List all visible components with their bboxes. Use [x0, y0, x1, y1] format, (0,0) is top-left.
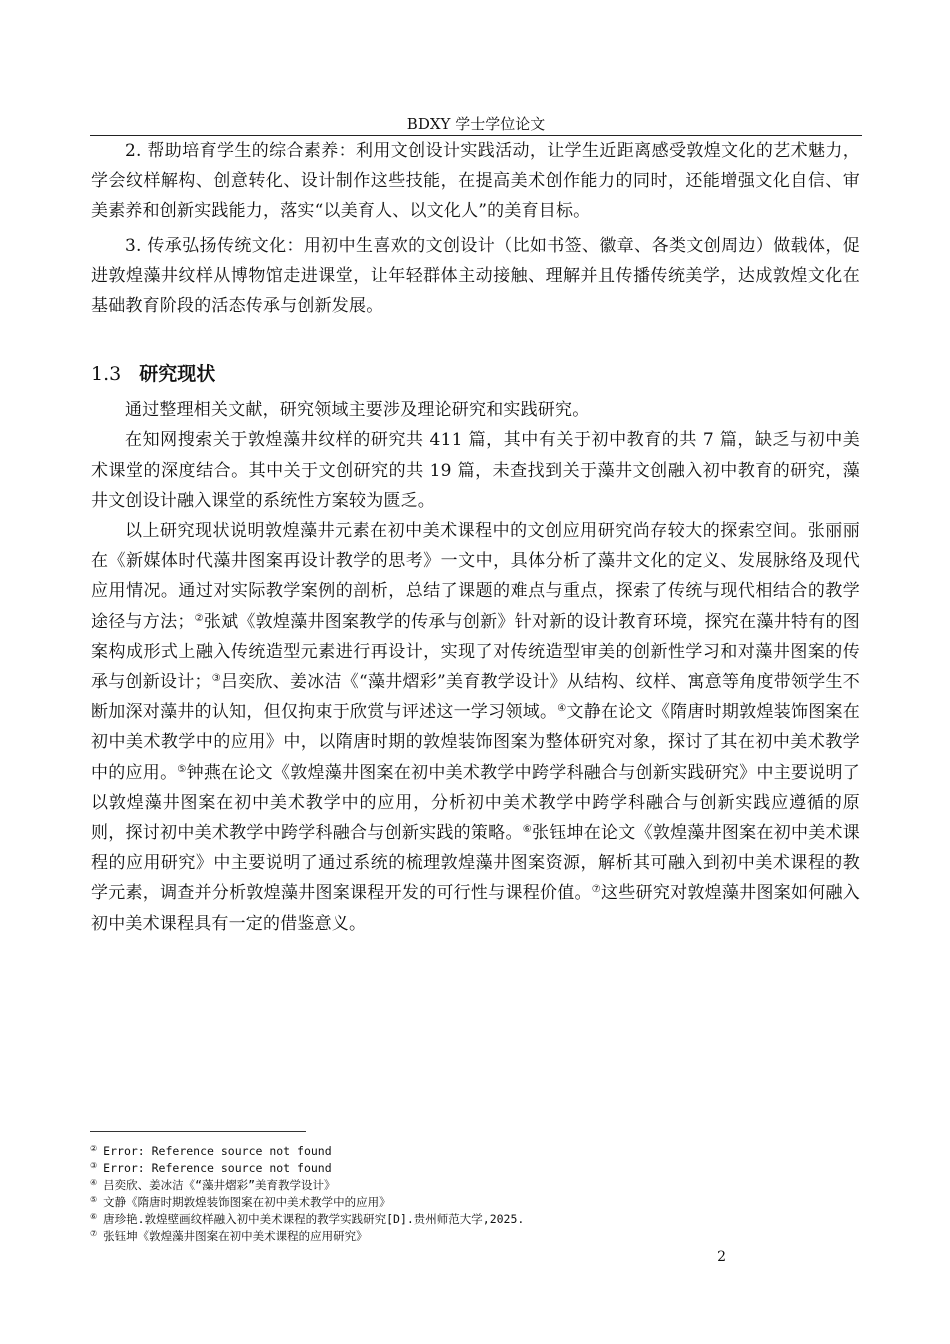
page-number: 2	[717, 1249, 726, 1265]
review-sentence-4: 文静在论文《隋唐时期敦煌装饰图案在初中美术教学中的应用》中，以隋唐时期的敦煌装饰图案为整体研究对象，探讨了其在初中美术教学中的应用。	[91, 702, 860, 783]
footnote-mark: ②	[90, 1144, 98, 1153]
running-header: BDXY 学士学位论文	[406, 115, 546, 133]
footnote-6	[90, 1211, 870, 1228]
footnote-text: Error: Reference source not found	[103, 1144, 332, 1158]
paragraph-goal-3: 3. 传承弘扬传统文化：用初中生喜欢的文创设计（比如书签、徽章、各类文创周边）做载体，促进敦煌藻井纹样从博物馆走进课堂，让年轻群体主动接触、理解并且传播传统美学，达成敦煌文化在基础教育阶段的活态传承与创新发展。	[91, 235, 860, 317]
footnote-text: 张钰坤《敦煌藻井图案在初中美术课程的应用研究》	[103, 1229, 368, 1243]
footnote-ref-5[interactable]: ⑤	[177, 763, 187, 775]
paragraph-literature-review	[91, 516, 860, 939]
section-number: 1.3	[91, 363, 122, 386]
document-body	[91, 136, 860, 939]
footnote-separator	[90, 1131, 306, 1132]
review-sentence-7: 这些研究对敦煌藻井图案如何融入初中美术课程具有一定的借鉴意义。	[91, 883, 860, 934]
footnote-2	[90, 1143, 870, 1160]
footnote-text: 唐珍艳.敦煌壁画纹样融入初中美术课程的教学实践研究[D].贵州师范大学,2025.	[103, 1212, 525, 1226]
footnote-7	[90, 1228, 870, 1245]
review-sentence-2: 张斌《敦煌藻井图案教学的传承与创新》针对新的设计教育环境，探究在藻井特有的图案构成形式上融入传统造型元素进行再设计，实现了对传统造型审美的创新性学习和对藻井图案的传承与创新设计；	[91, 611, 860, 693]
footnote-4	[90, 1177, 870, 1194]
footnote-mark: ⑦	[90, 1229, 98, 1238]
footnote-3	[90, 1160, 870, 1177]
footnote-ref-7[interactable]: ⑦	[591, 884, 602, 896]
paragraph-intro: 通过整理相关文献，研究领域主要涉及理论研究和实践研究。	[125, 400, 590, 421]
review-sentence-1: 以上研究现状说明敦煌藻井元素在初中美术课程中的文创应用研究尚存较大的探索空间。张丽丽在《新媒体时代藻井图案再设计教学的思考》一文中，具体分析了藻井文化的定义、发展脉络及现代应用情况。通过对实际教学案例的剖析，总结了课题的难点与重点，探索了传统与现代相结合的教学途径与方法；	[91, 521, 860, 632]
footnote-mark: ⑤	[90, 1195, 98, 1204]
footnote-ref-3[interactable]: ③	[211, 673, 222, 685]
footnote-5	[90, 1194, 870, 1211]
section-heading	[91, 359, 860, 389]
footnotes	[90, 1143, 870, 1245]
footnote-ref-2[interactable]: ②	[194, 612, 204, 624]
footnote-mark: ③	[90, 1161, 98, 1170]
footnote-mark: ④	[90, 1178, 98, 1187]
review-sentence-3: 吕奕欣、姜冰洁《“藻井熠彩”美育教学设计》从结构、纹样、寓意等角度带领学生不断加深对藻井的认知，但仅拘束于欣赏与评述这一学习领域。	[91, 672, 860, 723]
footnote-text: Error: Reference source not found	[103, 1161, 332, 1175]
footnote-ref-6[interactable]: ⑥	[522, 824, 532, 836]
footnote-text: 吕奕欣、姜冰洁《“藻井熠彩”美育教学设计》	[103, 1178, 336, 1192]
footnote-mark: ⑥	[90, 1212, 98, 1221]
section-title: 研究现状	[139, 363, 216, 386]
review-sentence-5: 钟燕在论文《敦煌藻井图案在初中美术教学中跨学科融合与创新实践研究》中主要说明了以敦煌藻井图案在初中美术教学中的应用，分析初中美术教学中跨学科融合与创新实践应遵循的原则，探讨初中美术教学中跨学科融合与创新实践的策略。	[91, 762, 860, 844]
footnote-ref-4[interactable]: ④	[557, 703, 567, 715]
paragraph-goal-2: 2. 帮助培育学生的综合素养：利用文创设计实践活动，让学生近距离感受敦煌文化的艺术魅力，学会纹样解构、创意转化、设计制作这些技能，在提高美术创作能力的同时，还能增强文化自信、审美素养和创新实践能力，落实“以美育人、以文化人”的美育目标。	[91, 141, 860, 222]
footnote-text: 文静《隋唐时期敦煌装饰图案在初中美术教学中的应用》	[103, 1195, 391, 1209]
review-sentence-6: 张钰坤在论文《敦煌藻井图案在初中美术课程的应用研究》中主要说明了通过系统的梳理敦煌藻井图案资源，解析其可融入到初中美术课程的教学元素，调查并分析敦煌藻井图案课程开发的可行性与课程价值。	[91, 823, 860, 904]
paragraph-search-stats: 在知网搜索关于敦煌藻井纹样的研究共 411 篇，其中有关于初中教育的共 7 篇，缺乏与初中美术课堂的深度结合。其中关于文创研究的共 19 篇，未查找到关于藻井文创融入初中教育的研究，藻井文创设计融入课堂的系统性方案较为匮乏。	[91, 430, 860, 511]
